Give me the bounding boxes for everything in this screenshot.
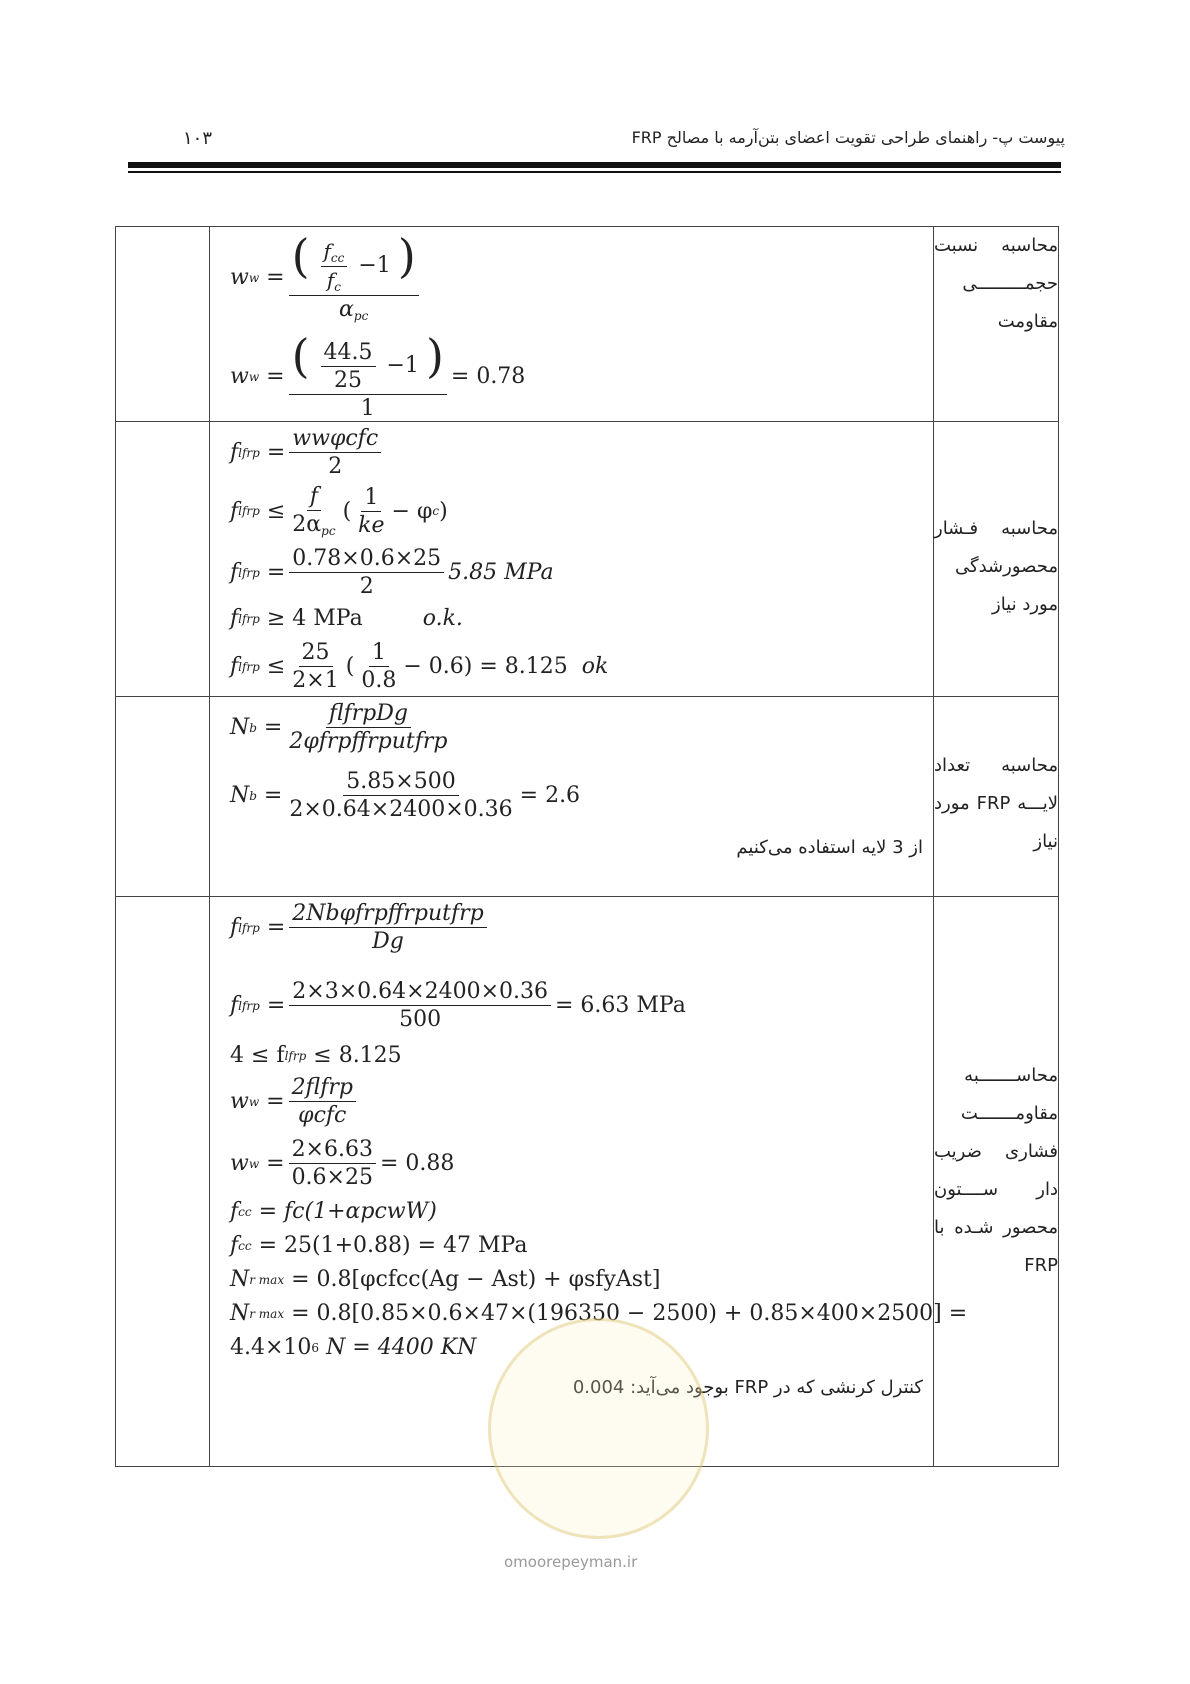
empty-cell bbox=[116, 422, 210, 697]
formula-cell bbox=[210, 697, 934, 897]
equation: f lfrp ≥ 4 MPa o.k. bbox=[230, 606, 463, 631]
equation: f cc = fc(1+αpcwW) bbox=[230, 1199, 437, 1224]
equation: w w = $\frac{\text{2flfrp}}{\text{φcfc}}$ bbox=[230, 1075, 360, 1128]
formula-cell bbox=[210, 422, 934, 697]
equation: f lfrp = $\frac{0.78\times 0.6\times 25}{2}$ 5.85 MPa bbox=[230, 546, 554, 599]
empty-cell bbox=[116, 227, 210, 422]
empty-cell bbox=[116, 697, 210, 897]
equation: N b = $\frac{\text{flfrpDg}}{\text{2φfrpffrputfrp}}$ bbox=[230, 701, 448, 754]
equation: f lfrp = $\frac{\text{wwφcfc}}{2}$ bbox=[230, 426, 385, 479]
header-rule-thin bbox=[128, 171, 1061, 173]
table-row bbox=[116, 422, 1059, 697]
row-label: محاسبه تعداد لایـــه FRP مورد نیاز bbox=[934, 697, 1059, 897]
equation: w w = ( $\frac{f_{cc}}{f_c}$ −1 ) $\alpha_{pc}$ bbox=[230, 233, 423, 323]
row-label: محاسبه نسبت حجمـــــــــی مقاومت bbox=[934, 227, 1059, 422]
equation: N r max = 0.8[φcfcc(Ag − Ast) + φsfyAst] bbox=[230, 1267, 661, 1292]
equation: f lfrp = $\frac{\text{2Nbφfrpffrputfrp}}{Dg}$ bbox=[230, 901, 491, 954]
equation: f lfrp = $\frac{2\times 3\times 0.64\times 2400\times 0.36}{500}$ = 6.63 MPa bbox=[230, 979, 686, 1032]
note-text: کنترل کرنشی که در FRP بوجود می‌آید: 0.004 bbox=[572, 1377, 923, 1398]
table-row bbox=[116, 227, 1059, 422]
formula-cell bbox=[210, 227, 934, 422]
row-label: محاسبه فـشار محصورشدگی مورد نیاز bbox=[934, 422, 1059, 697]
watermark-text: omoorepeyman.ir bbox=[504, 1553, 638, 1571]
watermark-seal bbox=[488, 1318, 709, 1539]
empty-cell bbox=[116, 897, 210, 1467]
note-text: از 3 لایه استفاده می‌کنیم bbox=[736, 837, 923, 858]
equation: 4.4×10 6 N = 4400 KN bbox=[230, 1335, 477, 1360]
page-number: ۱۰۳ bbox=[183, 128, 213, 149]
equation: N b = $\frac{5.85\times 500}{2\times 0.64\times 2400\times 0.36}$ = 2.6 bbox=[230, 769, 581, 822]
equation: f cc = 25(1+0.88) = 47 MPa bbox=[230, 1233, 528, 1258]
header-rule-thick bbox=[128, 162, 1061, 168]
equation: 4 ≤ f lfrp ≤ 8.125 bbox=[230, 1043, 402, 1068]
equation: N r max = 0.8[0.85×0.6×47×(196350 − 2500) + 0.85×400×2500] = bbox=[230, 1301, 968, 1326]
calculation-table bbox=[115, 226, 1059, 1467]
row-label: محاســـــــبه مقاومـــــــت فشاری ضریب دار ســــتون محصور شـده با FRP bbox=[934, 897, 1059, 1467]
equation: f lfrp ≤ $\frac{f}{2\alpha_{pc}}$ ( $\frac{1}{ke}$ − φ c ) bbox=[230, 484, 448, 538]
equation: w w = $\frac{2\times 6.63}{0.6\times 25}$ = 0.88 bbox=[230, 1137, 455, 1190]
table-row bbox=[116, 697, 1059, 897]
equation: w w = ( $\frac{44.5}{25}$ −1 ) 1 = 0.78 bbox=[230, 329, 526, 421]
equation: f lfrp ≤ $\frac{25}{2\times 1}$ ( $\frac{1}{0.8}$ − 0.6) = 8.125 ok bbox=[230, 640, 609, 693]
page-header-title: پیوست پ- راهنمای طراحی تقویت اعضای بتن‌آرمه با مصالح FRP bbox=[631, 128, 1065, 147]
